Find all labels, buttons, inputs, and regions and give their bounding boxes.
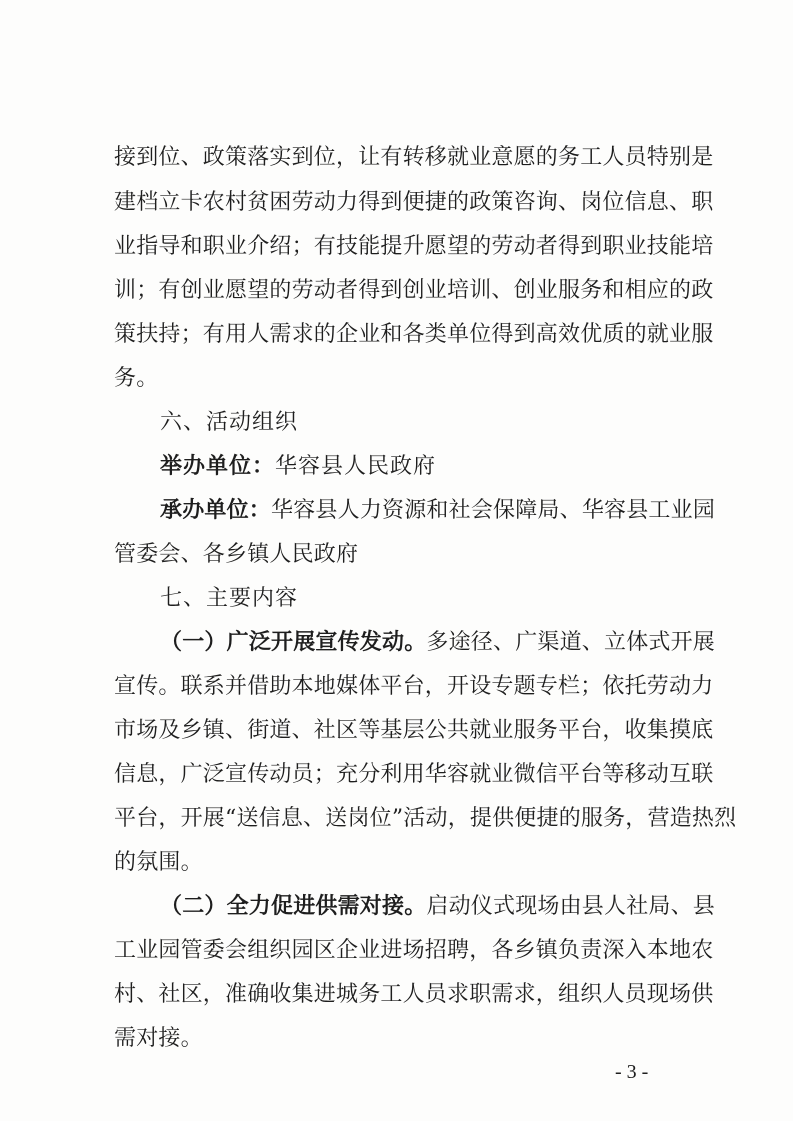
item-one-text: 多途径、广渠道、立体式开展 [426,630,716,655]
section-heading-seven: 七、主要内容 [160,586,299,611]
body-text-line: 务。 [114,366,159,391]
item-two-first-line [160,892,716,922]
body-text-line: 管委会、各乡镇人民政府 [114,542,359,567]
item-one-label: （一）广泛开展宣传发动。 [160,630,427,655]
body-text-line: 接到位、政策落实到位，让有转移就业意愿的务工人员特别是 [114,145,714,170]
body-text-line: 建档立卡农村贫困劳动力得到便捷的政策咨询、岗位信息、职 [114,190,714,215]
body-text-line: 平台，开展“送信息、送岗位”活动，提供便捷的服务，营造热烈 [114,806,737,831]
body-text-line: 需对接。 [114,1026,203,1051]
organizer-label: 举办单位： [160,454,276,479]
item-two-label: （二）全力促进供需对接。 [160,894,427,919]
body-text-line: 业指导和职业介绍；有技能提升愿望的劳动者得到职业技能培 [114,234,714,259]
item-one-first-line [160,628,716,658]
undertaker-value: 华容县人力资源和社会保障局、华容县工业园 [271,498,716,523]
section-heading-six: 六、活动组织 [160,410,299,435]
item-two-text: 启动仪式现场由县人社局、县 [426,894,716,919]
body-text-line: 策扶持；有用人需求的企业和各类单位得到高效优质的就业服 [114,322,714,347]
organizer-value: 华容县人民政府 [275,454,437,479]
body-text-line: 工业园管委会组织园区企业进场招聘，各乡镇负责深入本地农 [114,938,714,963]
page-number: - 3 - [615,1061,649,1083]
body-text-line: 训；有创业愿望的劳动者得到创业培训、创业服务和相应的政 [114,278,714,303]
undertaker-row [160,496,716,526]
body-text-line: 的氛围。 [114,850,203,875]
body-text-line: 市场及乡镇、街道、社区等基层公共就业服务平台，收集摸底 [114,718,714,743]
undertaker-label: 承办单位： [160,498,272,523]
body-text-line: 宣传。联系并借助本地媒体平台，开设专题专栏；依托劳动力 [114,674,714,699]
body-text-line: 信息，广泛宣传动员；充分利用华容就业微信平台等移动互联 [114,762,714,787]
organizer-row [160,452,436,482]
body-text-line: 村、社区，准确收集进城务工人员求职需求，组织人员现场供 [114,982,714,1007]
